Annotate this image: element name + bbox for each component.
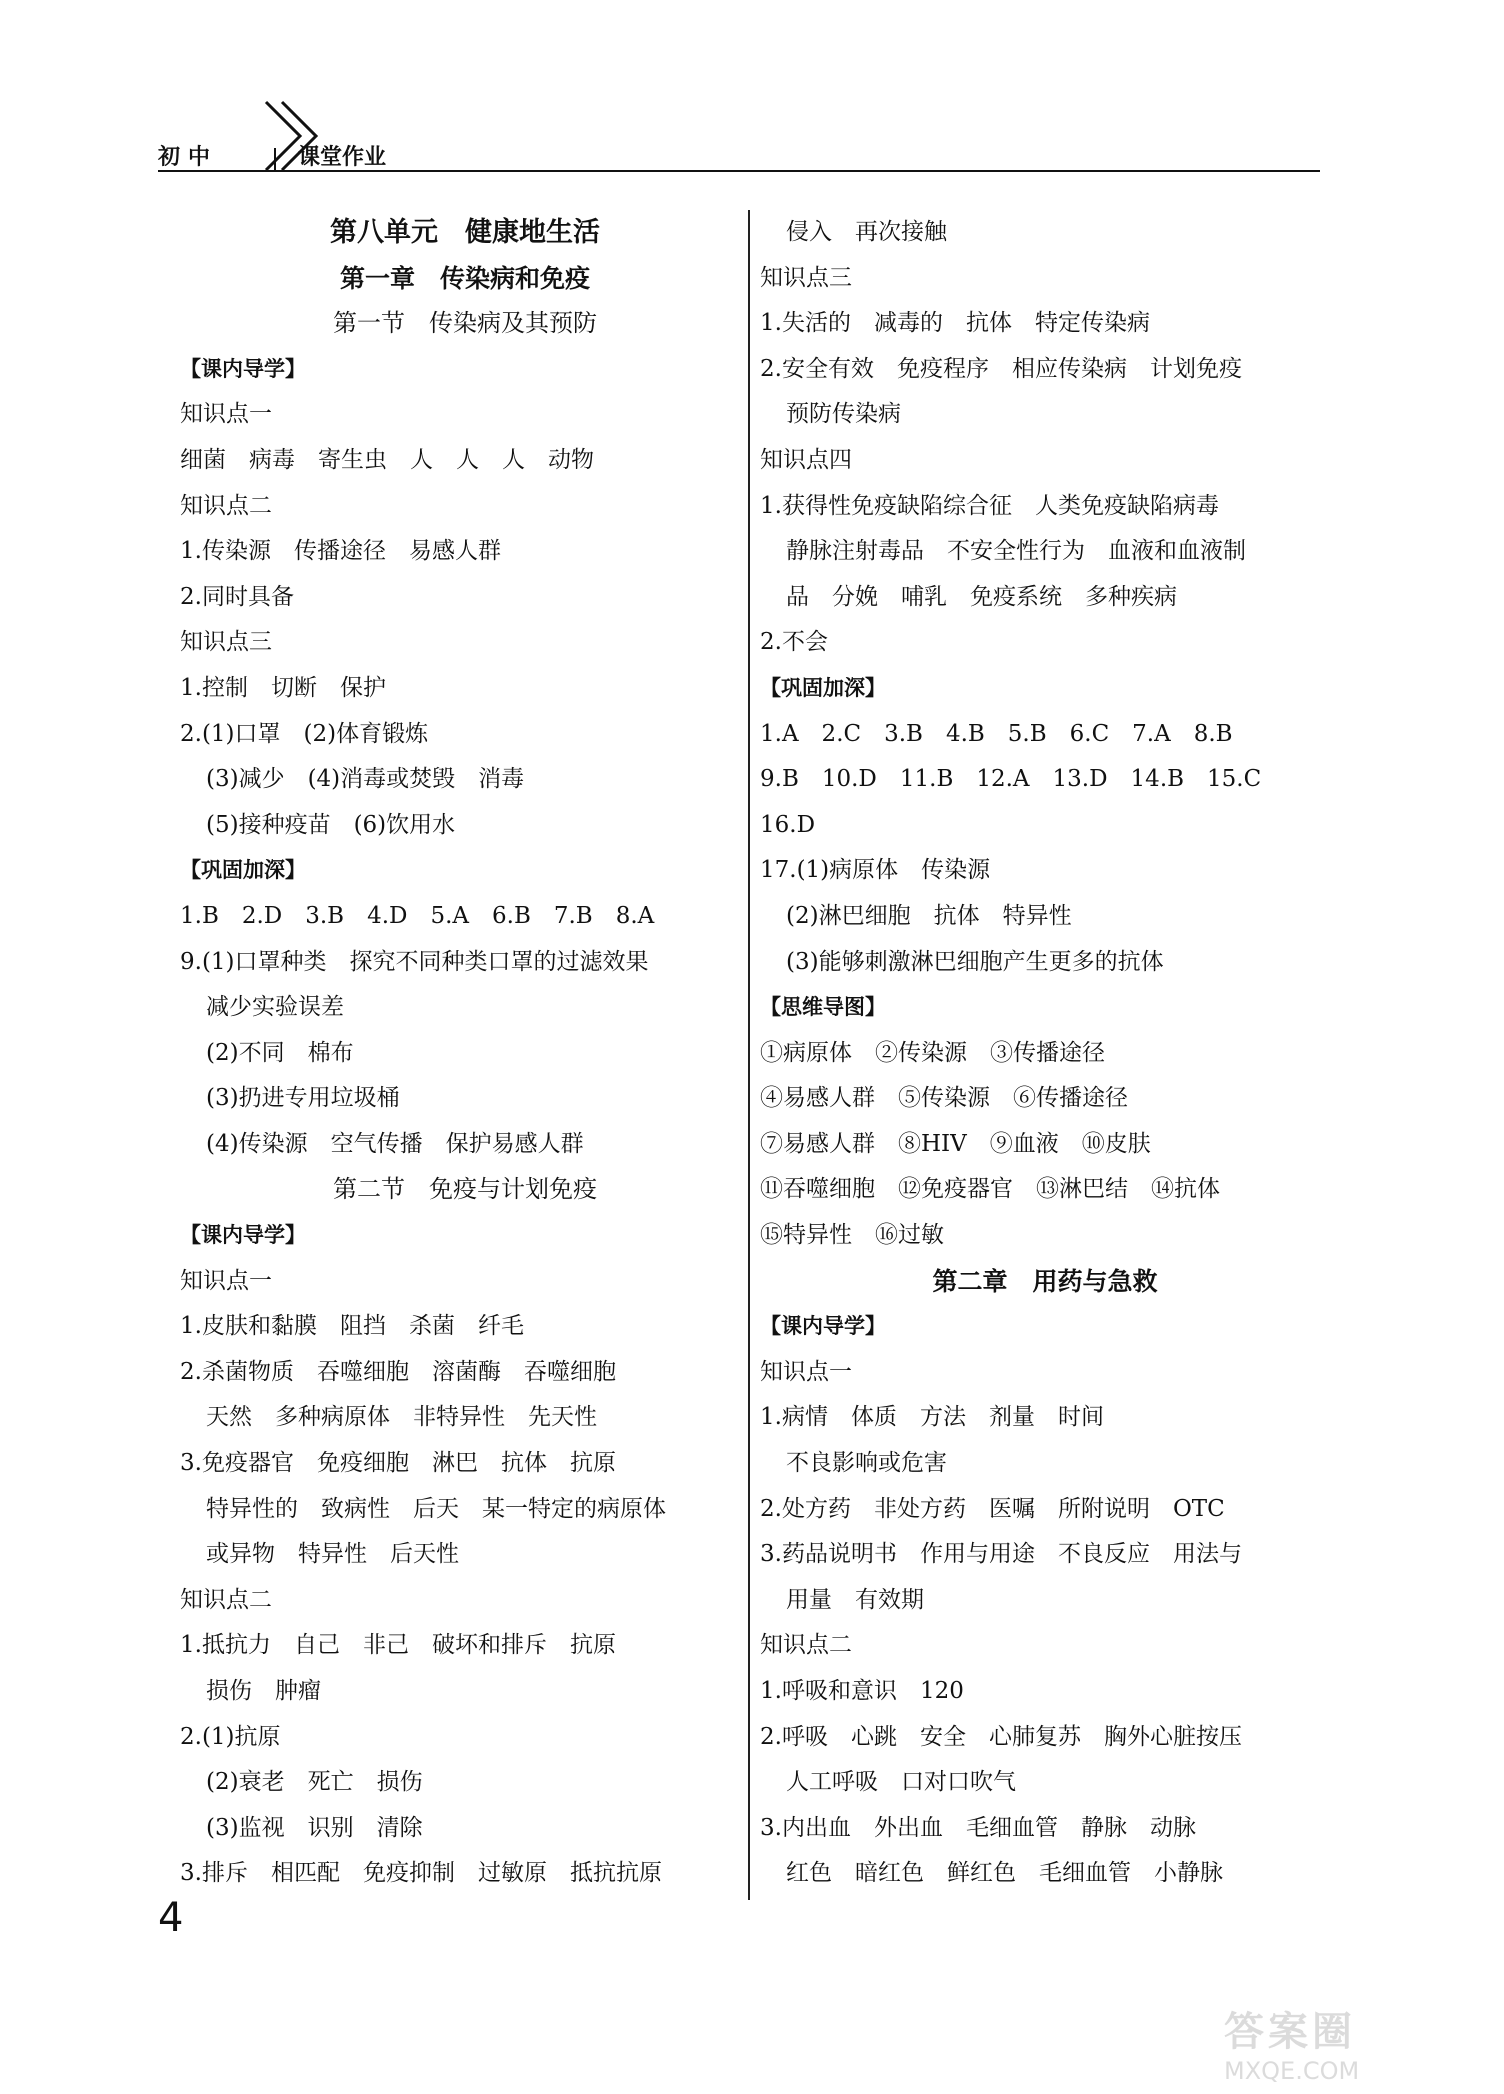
answer-line: 知识点三	[760, 264, 852, 291]
answer-line: 静脉注射毒品 不安全性行为 血液和血液制	[786, 538, 1246, 565]
page-header	[158, 100, 1320, 170]
answer-line: 2.杀菌物质 吞噬细胞 溶菌酶 吞噬细胞	[180, 1358, 616, 1385]
answer-line: 知识点一	[180, 1267, 272, 1294]
section-tag: 【课内导学】	[760, 1314, 886, 1339]
answer-line: 1.A 2.C 3.B 4.B 5.B 6.C 7.A 8.B	[760, 720, 1233, 747]
answer-line: 用量 有效期	[786, 1586, 924, 1613]
answer-line: 2.安全有效 免疫程序 相应传染病 计划免疫	[760, 355, 1242, 382]
answer-line: 1.抵抗力 自己 非己 破坏和排斥 抗原	[180, 1632, 616, 1659]
section-tag: 【巩固加深】	[760, 675, 886, 700]
answer-line: 1.呼吸和意识 120	[760, 1678, 964, 1704]
answer-line: (2)衰老 死亡 损伤	[206, 1769, 423, 1796]
left-column	[180, 210, 750, 1897]
answer-line: (4)传染源 空气传播 保护易感人群	[206, 1130, 584, 1157]
answer-line: 1.控制 切断 保护	[180, 674, 386, 701]
chapter-title: 第一章 传染病和免疫	[339, 263, 590, 293]
unit-title: 第八单元 健康地生活	[330, 217, 600, 248]
answer-line: 2.同时具备	[180, 583, 294, 610]
level-label: 初中	[158, 144, 219, 170]
answer-line: (3)能够刺激淋巴细胞产生更多的抗体	[786, 948, 1164, 975]
watermark-logo: 答案圈	[1224, 2009, 1356, 2055]
answer-line: 2.(1)口罩 (2)体育锻炼	[180, 720, 429, 747]
section-tag: 【课内导学】	[180, 1223, 306, 1248]
answer-line: 知识点一	[760, 1358, 852, 1385]
answer-line: 3.免疫器官 免疫细胞 淋巴 抗体 抗原	[180, 1450, 616, 1477]
answer-line: (2)淋巴细胞 抗体 特异性	[786, 902, 1072, 929]
answer-line: 3.内出血 外出血 毛细血管 静脉 动脉	[760, 1814, 1196, 1841]
answer-line: 知识点一	[180, 401, 272, 428]
section-title: 第二节 免疫与计划免疫	[333, 1175, 597, 1204]
answer-line: 减少实验误差	[206, 994, 344, 1021]
answer-line: 知识点四	[760, 446, 852, 473]
answer-line: 3.排斥 相匹配 免疫抑制 过敏原 抵抗抗原	[180, 1860, 662, 1887]
answer-line: 知识点二	[180, 492, 272, 519]
answer-line: 损伤 肿瘤	[206, 1678, 321, 1704]
column-divider	[748, 210, 750, 1900]
answer-line: 9.B 10.D 11.B 12.A 13.D 14.B 15.C	[760, 766, 1262, 793]
right-column	[760, 210, 1330, 1897]
chapter-title: 第二章 用药与急救	[932, 1266, 1158, 1296]
answer-line: 细菌 病毒 寄生虫 人 人 人 动物	[180, 446, 594, 473]
answer-line: 天然 多种病原体 非特异性 先天性	[206, 1404, 597, 1431]
answer-line: (3)监视 识别 清除	[206, 1814, 423, 1841]
answer-line: 红色 暗红色 鲜红色 毛细血管 小静脉	[786, 1860, 1223, 1887]
answer-line: 知识点二	[180, 1586, 272, 1613]
answer-line: ⑮特异性 ⑯过敏	[760, 1222, 944, 1249]
answer-line: ⑪吞噬细胞 ⑫免疫器官 ⑬淋巴结 ⑭抗体	[760, 1176, 1220, 1203]
answer-line: 2.不会	[760, 629, 828, 656]
answer-line: 人工呼吸 口对口吹气	[786, 1769, 1016, 1796]
watermark	[1224, 2000, 1474, 2085]
answer-line: 2.(1)抗原	[180, 1723, 281, 1750]
answer-line: 侵入 再次接触	[786, 219, 947, 245]
header-rule	[158, 170, 1320, 172]
section-title: 第一节 传染病及其预防	[333, 309, 597, 338]
answer-line: (3)减少 (4)消毒或焚毁 消毒	[206, 766, 525, 793]
answer-line: 3.药品说明书 作用与用途 不良反应 用法与	[760, 1541, 1242, 1568]
answer-line: 不良影响或危害	[786, 1450, 947, 1477]
header-divider	[274, 148, 276, 170]
answer-line: 1.皮肤和黏膜 阻挡 杀菌 纤毛	[180, 1313, 524, 1340]
answer-line: ⑦易感人群 ⑧HIV ⑨血液 ⑩皮肤	[760, 1130, 1151, 1157]
answer-line: (3)扔进专用垃圾桶	[206, 1085, 400, 1112]
answer-line: 2.呼吸 心跳 安全 心肺复苏 胸外心脏按压	[760, 1723, 1242, 1750]
answer-line: (5)接种疫苗 (6)饮用水	[206, 811, 456, 838]
answer-line: ①病原体 ②传染源 ③传播途径	[760, 1039, 1105, 1066]
section-tag: 【课内导学】	[180, 356, 306, 381]
watermark-url: MXQE.COM	[1224, 2057, 1360, 2085]
answer-line: 2.处方药 非处方药 医嘱 所附说明 OTC	[760, 1495, 1225, 1522]
answer-line: 1.获得性免疫缺陷综合征 人类免疫缺陷病毒	[760, 492, 1219, 519]
answer-line: (2)不同 棉布	[206, 1039, 354, 1066]
answer-line: 预防传染病	[786, 401, 901, 428]
answer-line: ④易感人群 ⑤传染源 ⑥传播途径	[760, 1085, 1128, 1112]
answer-line: 1.B 2.D 3.B 4.D 5.A 6.B 7.B 8.A	[180, 902, 655, 929]
answer-line: 1.病情 体质 方法 剂量 时间	[760, 1404, 1104, 1431]
answer-line: 或异物 特异性 后天性	[206, 1541, 459, 1568]
section-tag: 【巩固加深】	[180, 858, 306, 883]
page-number: 4	[158, 1895, 184, 1941]
series-title: 课堂作业	[298, 144, 387, 170]
section-tag: 【思维导图】	[760, 995, 886, 1020]
answer-line: 品 分娩 哺乳 免疫系统 多种疾病	[786, 583, 1177, 610]
answer-line: 17.(1)病原体 传染源	[760, 857, 991, 884]
answer-line: 特异性的 致病性 后天 某一特定的病原体	[206, 1495, 666, 1522]
answer-line: 知识点三	[180, 629, 272, 656]
answer-line: 知识点二	[760, 1632, 852, 1659]
answer-line: 9.(1)口罩种类 探究不同种类口罩的过滤效果	[180, 948, 649, 975]
answer-line: 16.D	[760, 811, 816, 838]
answer-line: 1.传染源 传播途径 易感人群	[180, 538, 501, 565]
answer-line: 1.失活的 减毒的 抗体 特定传染病	[760, 310, 1150, 337]
